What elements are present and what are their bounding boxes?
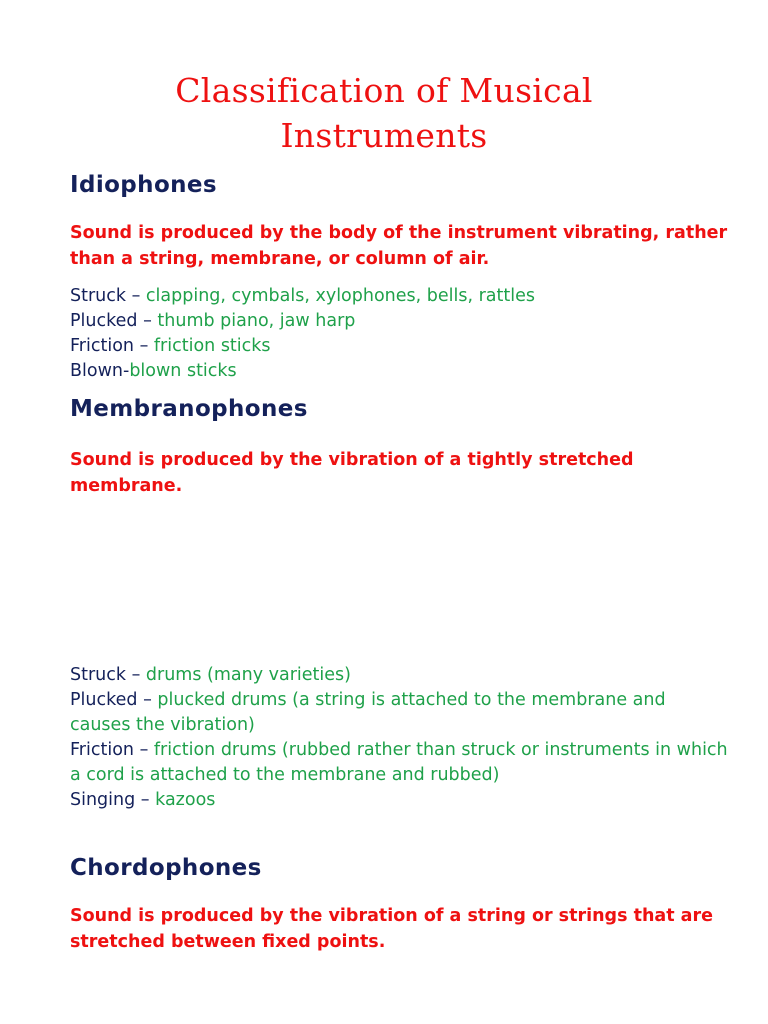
item-separator: – <box>134 336 154 356</box>
item-examples: drums (many varieties) <box>145 665 351 685</box>
item-term: Plucked <box>70 690 138 710</box>
item-examples: friction sticks <box>153 336 271 356</box>
item-term: Struck <box>70 286 127 306</box>
item-separator: – <box>126 286 146 306</box>
item-term: Struck <box>70 665 127 685</box>
description-membranophones: Sound is produced by the vibration of a tightly stretched membrane. <box>70 450 634 496</box>
list-item <box>70 788 730 813</box>
list-item <box>70 738 730 788</box>
item-separator: – <box>126 665 146 685</box>
heading-chordophones: Chordophones <box>70 855 262 881</box>
item-term: Friction <box>70 336 134 356</box>
item-separator: – <box>135 790 156 810</box>
list-item <box>70 334 730 359</box>
item-examples: plucked drums (a string is attached to the membrane and causes the vibration) <box>70 690 666 735</box>
item-separator: – <box>137 311 158 331</box>
document-title <box>0 68 768 158</box>
description-chordophones: Sound is produced by the vibration of a string or strings that are stretched between fixed points. <box>70 906 713 952</box>
list-item <box>70 284 730 309</box>
item-separator: – <box>134 740 154 760</box>
item-examples: kazoos <box>155 790 216 810</box>
item-examples: thumb piano, jaw harp <box>157 311 356 331</box>
list-membranophones <box>70 663 730 813</box>
list-item <box>70 309 730 334</box>
title-line-2: Instruments <box>280 116 488 155</box>
title-line-1: Classification of Musical <box>175 71 593 110</box>
list-item <box>70 663 730 688</box>
heading-membranophones: Membranophones <box>70 396 308 422</box>
item-separator: – <box>137 690 158 710</box>
item-term: Singing <box>70 790 136 810</box>
item-examples: blown sticks <box>129 361 237 381</box>
description-idiophones: Sound is produced by the body of the instrument vibrating, rather than a string, membrane, or column of air. <box>70 223 728 269</box>
item-examples: clapping, cymbals, xylophones, bells, rattles <box>145 286 535 306</box>
item-examples: friction drums (rubbed rather than struck or instruments in which a cord is attached to the membrane and rubbed) <box>70 740 728 785</box>
item-term: Friction <box>70 740 134 760</box>
list-item <box>70 359 730 384</box>
heading-idiophones: Idiophones <box>70 172 218 198</box>
item-separator: - <box>122 361 130 381</box>
list-idiophones <box>70 284 730 384</box>
item-term: Plucked <box>70 311 138 331</box>
list-item <box>70 688 730 738</box>
item-term: Blown <box>70 361 123 381</box>
